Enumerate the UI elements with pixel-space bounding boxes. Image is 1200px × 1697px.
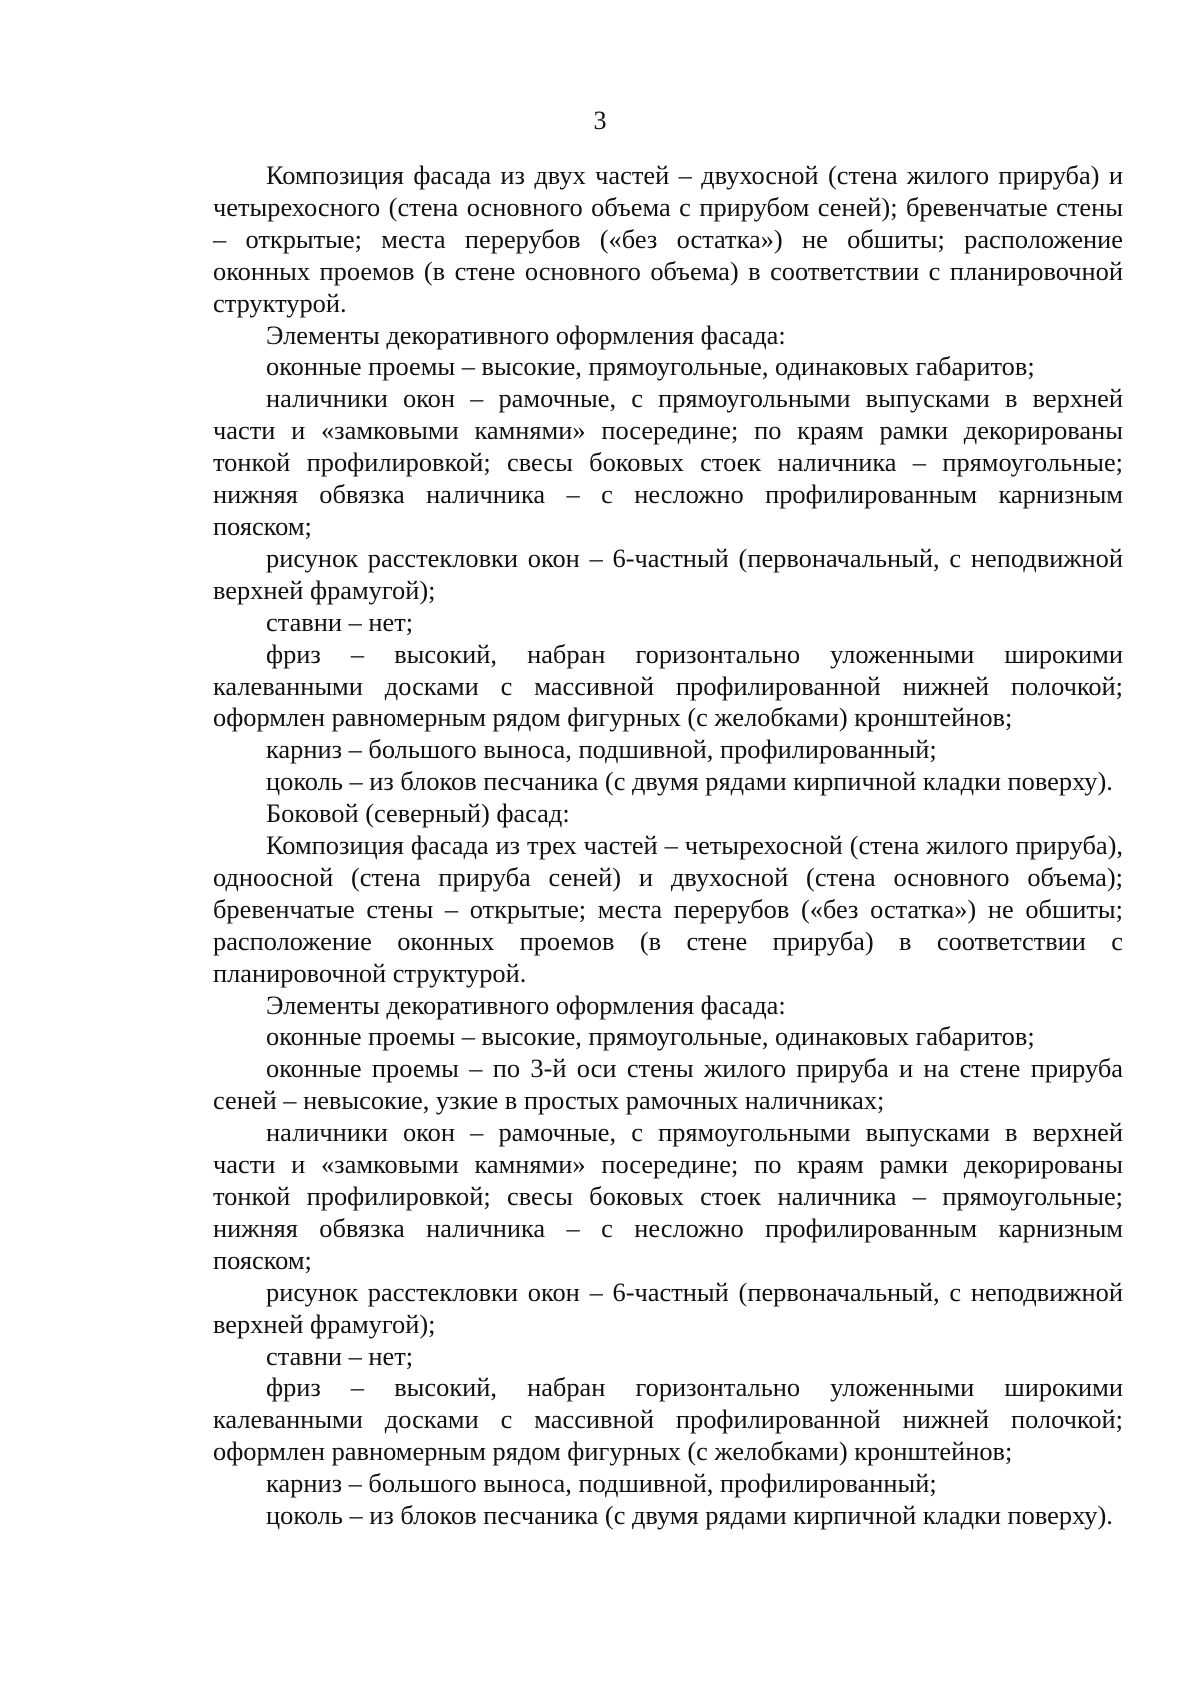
paragraph-decor-heading: Элементы декоративного оформления фасада: bbox=[266, 319, 786, 350]
paragraph-glazing-pattern: рисунок расстекловки окон – 6-частный (первоначальный, с неподвижной верхней фрамугой); bbox=[213, 542, 1123, 605]
page-number: 3 bbox=[593, 106, 607, 135]
paragraph-main-facade-composition: Композиция фасада из двух частей – двухосной (стена жилого прируба) и четырехосного (стена основного объема с прирубом сеней); бревенчатые стены – открытые; места перерубов («без остатка») не обшиты; расположение оконных проемов (в стене основного объема) в соответствии с планировочной структурой. bbox=[213, 160, 1123, 318]
paragraph-side-window-openings: оконные проемы – высокие, прямоугольные, одинаковых габаритов; bbox=[266, 1021, 1035, 1052]
paragraph-side-facade-composition: Композиция фасада из трех частей – четырехосной (стена жилого прируба), одноосной (стена прируба сеней) и двухосной (стена основного объема); бревенчатые стены – открытые; места перерубов («без остатка») не обшиты; расположение оконных проемов (в стене прируба) в соответствии с планировочной структурой. bbox=[213, 830, 1123, 988]
paragraph-plinth: цоколь – из блоков песчаника (с двумя рядами кирпичной кладки поверху). bbox=[266, 766, 1113, 797]
paragraph-side-decor-heading: Элементы декоративного оформления фасада: bbox=[266, 989, 786, 1020]
paragraph-side-narrow-openings: оконные проемы – по 3-й оси стены жилого прируба и на стене прируба сеней – невысокие, узкие в простых рамочных наличниках; bbox=[213, 1053, 1123, 1116]
paragraph-side-facade-heading: Боковой (северный) фасад: bbox=[266, 798, 570, 829]
paragraph-window-casings: наличники окон – рамочные, с прямоугольными выпусками в верхней части и «замковыми камнями» посередине; по краям рамки декорированы тонкой профилировкой; свесы боковых стоек наличника – прямоугольные; нижняя обвязка наличника – с несложно профилированным карнизным пояском; bbox=[213, 383, 1123, 541]
document-body bbox=[213, 160, 1123, 1532]
paragraph-cornice: карниз – большого выноса, подшивной, профилированный; bbox=[266, 734, 937, 765]
paragraph-window-openings: оконные проемы – высокие, прямоугольные, одинаковых габаритов; bbox=[266, 351, 1035, 382]
paragraph-frieze: фриз – высокий, набран горизонтально уложенными широкими калеванными досками с массивной профилированной нижней полочкой; оформлен равномерным рядом фигурных (с желобками) кронштейнов; bbox=[213, 638, 1123, 733]
paragraph-side-frieze: фриз – высокий, набран горизонтально уложенными широкими калеванными досками с массивной профилированной нижней полочкой; оформлен равномерным рядом фигурных (с желобками) кронштейнов; bbox=[213, 1372, 1123, 1467]
paragraph-side-cornice: карниз – большого выноса, подшивной, профилированный; bbox=[266, 1468, 937, 1499]
paragraph-side-window-casings: наличники окон – рамочные, с прямоугольными выпусками в верхней части и «замковыми камнями» посередине; по краям рамки декорированы тонкой профилировкой; свесы боковых стоек наличника – прямоугольные; нижняя обвязка наличника – с несложно профилированным карнизным пояском; bbox=[213, 1117, 1123, 1275]
paragraph-shutters: ставни – нет; bbox=[266, 606, 414, 637]
paragraph-side-plinth: цоколь – из блоков песчаника (с двумя рядами кирпичной кладки поверху). bbox=[266, 1500, 1113, 1531]
paragraph-side-glazing-pattern: рисунок расстекловки окон – 6-частный (первоначальный, с неподвижной верхней фрамугой); bbox=[213, 1276, 1123, 1339]
paragraph-side-shutters: ставни – нет; bbox=[266, 1340, 414, 1371]
